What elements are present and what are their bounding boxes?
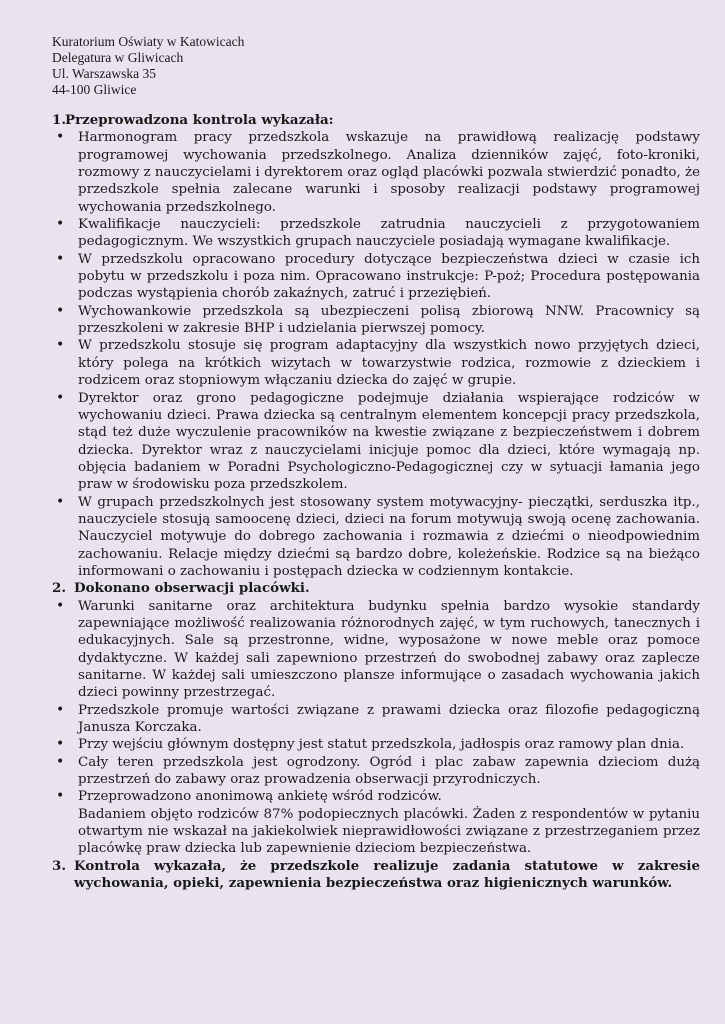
address-city: 44-100 Gliwice xyxy=(52,82,137,97)
list-item: • Wychowankowie przedszkola są ubezpieczeni polisą zbiorową NNW. Pracownicy są przeszkoleni w zakresie BHP i udzielania pierwszej pomocy. xyxy=(52,303,700,338)
section-2-heading xyxy=(52,580,700,597)
list-item: • Przeprowadzono anonimową ankietę wśród rodziców. xyxy=(52,788,700,805)
section-1-number: 1. xyxy=(52,112,66,128)
section-3-number: 3. xyxy=(52,857,66,874)
list-item: • W grupach przedszkolnych jest stosowany system motywacyjny- pieczątki, serduszka itp., nauczyciele stosują samoocenę dzieci, dzieci na forum motywują swoją ocenę zachowania. Nauczyciel motywuje do dobrego zachowania i rozmawia z dziećmi o nieodpowiednim zachowaniu. Relacje między dziećmi są bardzo dobre, koleżeńskie. Rodzice są na bieżąco informowani o zachowaniu i postępach dziecka w codziennym kontakcie. xyxy=(52,494,700,581)
list-item: • Cały teren przedszkola jest ogrodzony. Ogród i plac zabaw zapewnia dzieciom dużą przestrzeń do zabawy oraz prowadzenia obserwacji przyrodniczych. xyxy=(52,754,700,789)
list-item: • Warunki sanitarne oraz architektura budynku spełnia bardzo wysokie standardy zapewniające możliwość realizowania różnorodnych zajęć, w tym ruchowych, tanecznych i edukacyjnych. Sale są przestronne, widne, wyposażone w nowe meble oraz pomoce dydaktyczne. W każdej sali zapewniono przestrzeń do swobodnej zabawy oraz zaplecze sanitarne. W każdej sali umieszczono plansze informujące o zasadach wychowania jakich dzieci powinny przestrzegać. xyxy=(52,598,700,702)
section-2-number: 2. xyxy=(52,580,66,597)
list-item: • Przy wejściu głównym dostępny jest statut przedszkola, jadłospis oraz ramowy plan dnia. xyxy=(52,736,700,753)
section-2-list xyxy=(52,598,700,806)
section-1-heading xyxy=(52,112,700,129)
address-institution: Kuratorium Oświaty w Katowicach xyxy=(52,34,245,49)
list-item: • Przedszkole promuje wartości związane z prawami dziecka oraz filozofie pedagogiczną Janusza Korczaka. xyxy=(52,702,700,737)
address-branch: Delegatura w Gliwicach xyxy=(52,50,184,65)
section-1-title: Przeprowadzona kontrola wykazała: xyxy=(65,112,334,128)
section-1-list xyxy=(52,129,700,580)
survey-result-paragraph: Badaniem objęto rodziców 87% podopiecznych placówki. Żaden z respondentów w pytaniu otwartym nie wskazał na jakiekolwiek nieprawidłowości związane z przestrzeganiem przez placówkę praw dziecka lub zapewnienie dzieciom bezpieczeństwa. xyxy=(78,806,700,857)
list-item: • Harmonogram pracy przedszkola wskazuje na prawidłową realizację podstawy programowej wychowania przedszkolnego. Analiza dzienników zajęć, foto-kroniki, rozmowy z nauczycielami i dyrektorem oraz ogląd placówki pozwala stwierdzić ponadto, że przedszkole spełnia zalecane warunki i sposoby realizacji podstawy programowej wychowania przedszkolnego. xyxy=(52,129,700,216)
address-block xyxy=(52,34,700,98)
address-street: Ul. Warszawska 35 xyxy=(52,66,157,81)
report-content xyxy=(52,112,700,892)
list-item: • Kwalifikacje nauczycieli: przedszkole zatrudnia nauczycieli z przygotowaniem pedagogicznym. We wszystkich grupach nauczyciele posiadają wymagane kwalifikacje. xyxy=(52,216,700,251)
list-item: • Dyrektor oraz grono pedagogiczne podejmuje działania wspierające rodziców w wychowaniu dzieci. Prawa dziecka są centralnym elementem koncepcji pracy przedszkola, stąd też duże wyczulenie pracowników na kwestie związane z bezpieczeństwem i dobrem dziecka. Dyrektor wraz z nauczycielami inicjuje pomoc dla dzieci, które wymagają np. objęcia badaniem w Poradni Psychologiczno-Pedagogicznej czy w sytuacji łamania jego praw w środowisku poza przedszkolem. xyxy=(52,390,700,494)
section-3-title: Kontrola wykazała, że przedszkole realizuje zadania statutowe w zakresie wychowania, opieki, zapewnienia bezpieczeństwa oraz higienicznych warunków. xyxy=(74,857,700,892)
section-2-title: Dokonano obserwacji placówki. xyxy=(74,580,310,597)
document-body xyxy=(52,34,700,892)
list-item: • W przedszkolu stosuje się program adaptacyjny dla wszystkich nowo przyjętych dzieci, który polega na krótkich wizytach w towarzystwie rodzica, rozmowie z dzieckiem i rodzicem oraz stopniowym włączaniu dziecka do zajęć w grupie. xyxy=(52,337,700,389)
list-item: • W przedszkolu opracowano procedury dotyczące bezpieczeństwa dzieci w czasie ich pobytu w przedszkolu i poza nim. Opracowano instrukcje: P-poż; Procedura postępowania podczas wystąpienia chorób zakaźnych, zatruć i przeziębień. xyxy=(52,251,700,303)
section-3-heading xyxy=(52,858,700,893)
